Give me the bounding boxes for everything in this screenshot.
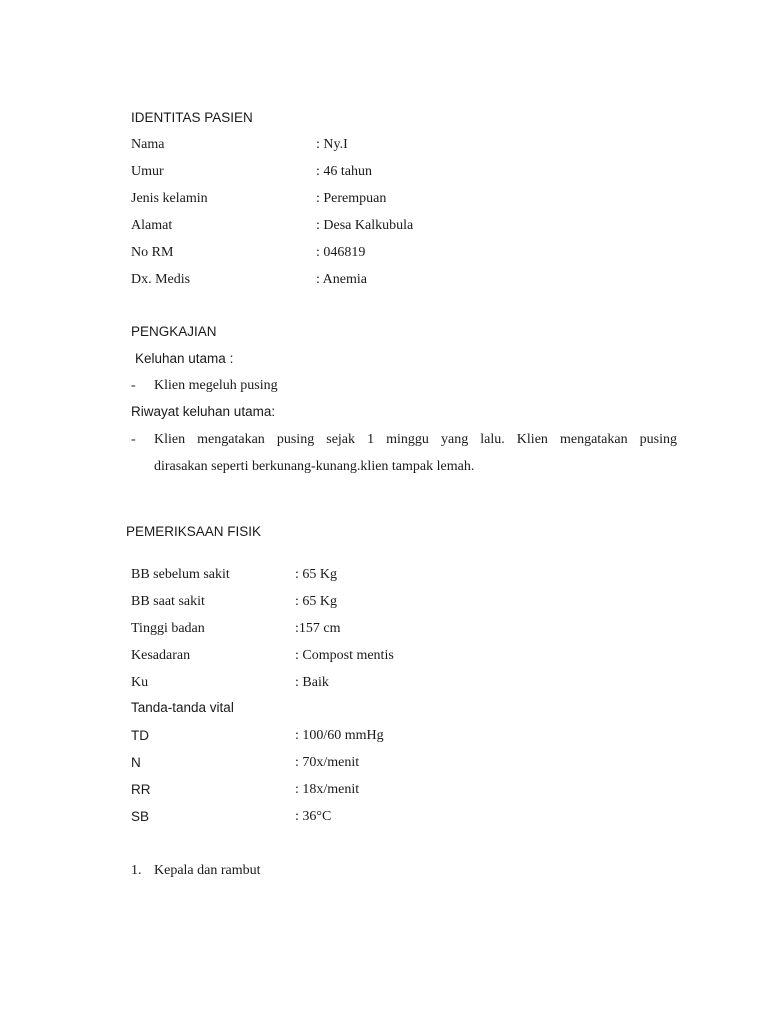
sb-value: : 36°C (295, 809, 332, 824)
riwayat-label: Riwayat keluhan utama: (131, 404, 276, 419)
riwayat-bullet: - (131, 432, 136, 447)
alamat-value: : Desa Kalkubula (316, 218, 414, 233)
rr-label: RR (131, 782, 151, 797)
no-rm-label: No RM (131, 245, 174, 260)
kesadaran-label: Kesadaran (131, 648, 191, 663)
alamat-label: Alamat (131, 218, 173, 233)
nama-label: Nama (131, 137, 165, 152)
n-label: N (131, 755, 141, 770)
bb-saat-label: BB saat sakit (131, 594, 205, 609)
umur-label: Umur (131, 164, 164, 179)
section-number: 1. (131, 863, 142, 878)
keluhan-item: Klien megeluh pusing (154, 378, 278, 393)
jenis-kelamin-value: : Perempuan (316, 191, 387, 206)
bb-saat-value: : 65 Kg (295, 594, 337, 609)
riwayat-text-line2: dirasakan seperti berkunang-kunang.klien tampak lemah. (154, 459, 475, 474)
tanda-vital-label: Tanda-tanda vital (131, 700, 234, 715)
keluhan-bullet: - (131, 378, 136, 393)
tinggi-badan-label: Tinggi badan (131, 621, 205, 636)
sb-label: SB (131, 809, 150, 824)
section-title-kepala-rambut: Kepala dan rambut (154, 863, 261, 878)
dx-medis-label: Dx. Medis (131, 272, 191, 287)
ku-label: Ku (131, 675, 149, 690)
umur-value: : 46 tahun (316, 164, 372, 179)
rr-value: : 18x/menit (295, 782, 360, 797)
tinggi-badan-value: :157 cm (295, 621, 341, 636)
no-rm-value: : 046819 (316, 245, 366, 260)
jenis-kelamin-label: Jenis kelamin (131, 191, 208, 206)
td-label: TD (131, 728, 149, 743)
riwayat-text-line1: Klien mengatakan pusing sejak 1 minggu yang lalu. Klien mengatakan pusing (154, 432, 677, 447)
keluhan-utama-label: Keluhan utama : (135, 351, 234, 366)
n-value: : 70x/menit (295, 755, 360, 770)
nama-value: : Ny.I (316, 137, 348, 152)
pemeriksaan-heading: PEMERIKSAAN FISIK (126, 524, 262, 539)
bb-sebelum-label: BB sebelum sakit (131, 567, 230, 582)
dx-medis-value: : Anemia (316, 272, 367, 287)
ku-value: : Baik (295, 675, 329, 690)
bb-sebelum-value: : 65 Kg (295, 567, 337, 582)
td-value: : 100/60 mmHg (295, 728, 384, 743)
kesadaran-value: : Compost mentis (295, 648, 394, 663)
pengkajian-heading: PENGKAJIAN (131, 324, 217, 339)
identitas-heading: IDENTITAS PASIEN (131, 110, 253, 125)
